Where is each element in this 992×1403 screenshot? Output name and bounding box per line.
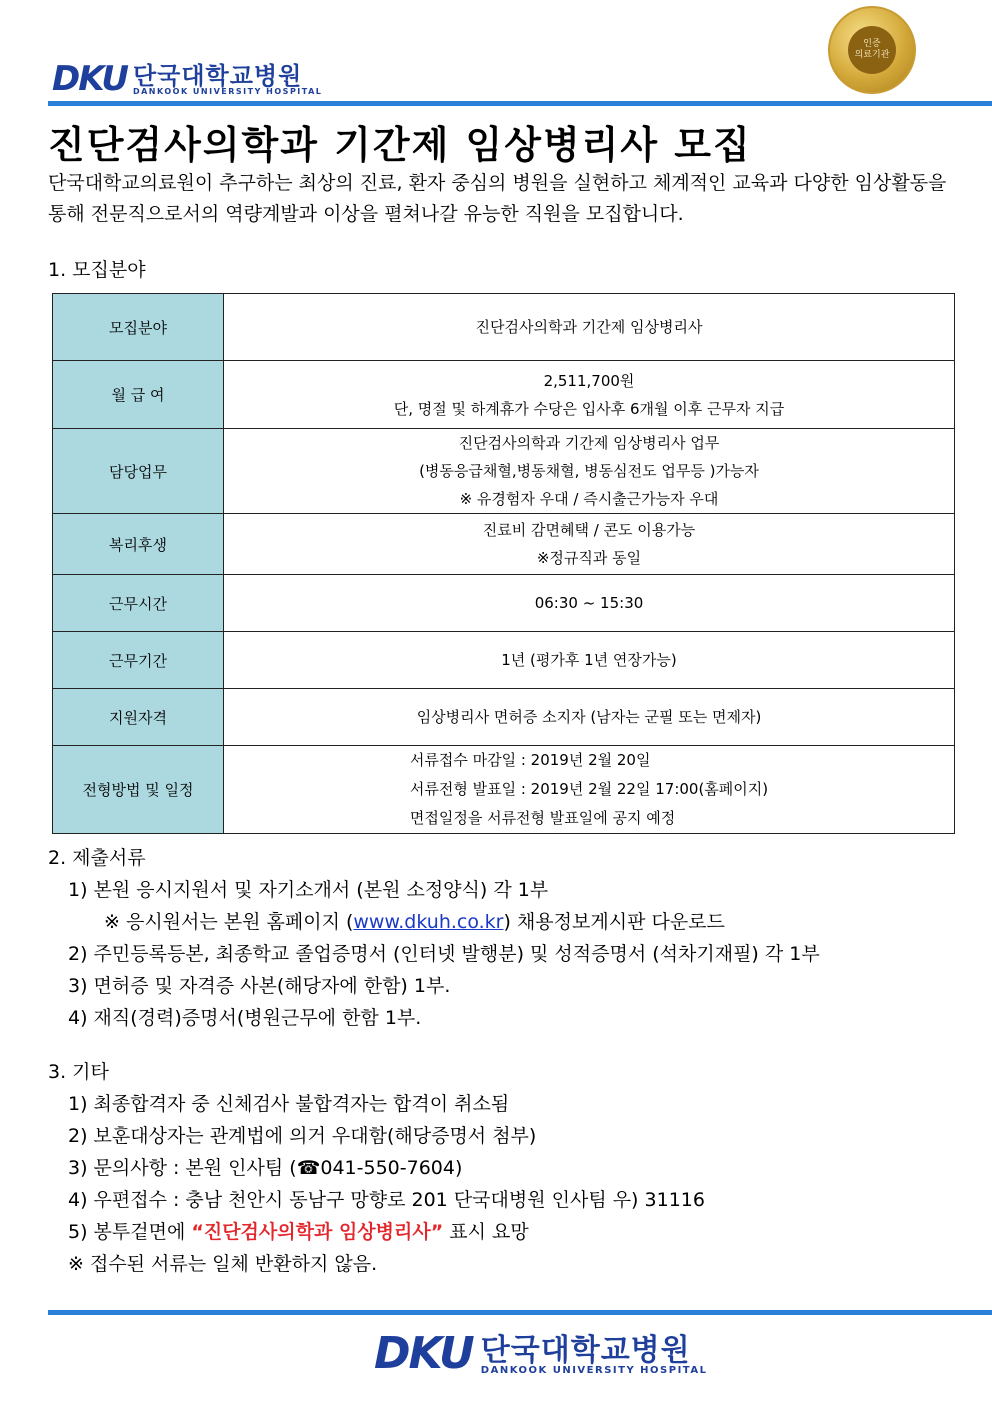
list-item-note [48, 906, 820, 938]
list-item [48, 1216, 705, 1248]
value-line: 2,511,700원 [543, 371, 635, 390]
dku-logo-mark: DKU [374, 1328, 473, 1379]
table-row [53, 575, 955, 632]
row-label: 전형방법 및 일정 [53, 746, 224, 834]
row-label: 근무시간 [53, 575, 224, 632]
footer-divider [48, 1310, 992, 1315]
note-prefix: ※ 응시원서는 본원 홈페이지 ( [104, 911, 354, 933]
value-line: 진단검사의학과 기간제 임상병리사 [475, 318, 703, 336]
list-item: 1) 본원 응시지원서 및 자기소개서 (본원 소정양식) 각 1부 [68, 879, 549, 901]
value-line: 진단검사의학과 기간제 임상병리사 업무 [458, 434, 720, 452]
section3 [48, 1056, 705, 1280]
table-row [53, 361, 955, 429]
value-line: 진료비 감면혜택 / 콘도 이용가능 [482, 521, 696, 539]
hospital-logo [52, 59, 323, 99]
table-row [53, 689, 955, 746]
list-item: 2) 보훈대상자는 관계법에 의거 우대함(해당증명서 첨부) [68, 1125, 537, 1147]
header-divider [48, 101, 992, 106]
item5-prefix: 5) 봉투겉면에 [68, 1221, 192, 1243]
list-item: 4) 우편접수 : 충남 천안시 동남구 망향로 201 단국대병원 인사팀 우) 31116 [68, 1189, 705, 1211]
item5-suffix: 표시 요망 [443, 1221, 529, 1243]
value-line: (병동응급채혈,병동채혈, 병동심전도 업무등 )가능자 [419, 462, 759, 480]
value-line: 1년 (평가후 1년 연장가능) [501, 651, 677, 669]
dku-logo-mark: DKU [52, 59, 127, 99]
badge-line2: 의료기관 [854, 50, 890, 60]
row-label: 지원자격 [53, 689, 224, 746]
list-item: 4) 재직(경력)증명서(병원근무에 한함 1부. [68, 1007, 422, 1029]
section2-heading: 2. 제출서류 [48, 847, 146, 869]
table-row [53, 294, 955, 361]
list-item: 2) 주민등록등본, 최종학교 졸업증명서 (인터넷 발행분) 및 성적증명서 (석차기재필) 각 1부 [68, 943, 820, 965]
row-label: 근무기간 [53, 632, 224, 689]
row-value [224, 361, 955, 429]
homepage-link[interactable]: www.dkuh.co.kr [353, 911, 504, 933]
schedule-block [410, 746, 768, 833]
row-value [224, 746, 955, 834]
value-line: 단, 명절 및 하계휴가 수당은 입사후 6개월 이후 근무자 지급 [393, 399, 785, 418]
section1-heading: 1. 모집분야 [48, 259, 146, 281]
row-label: 담당업무 [53, 429, 224, 514]
value-line: ※ 유경험자 우대 / 즉시출근가능자 우대 [459, 490, 719, 508]
logo-text-group [480, 1333, 708, 1376]
badge-line1: 인증 [863, 38, 881, 49]
value-line: 서류접수 마감일 : 2019년 2월 20일 [409, 751, 651, 769]
row-value [224, 514, 955, 575]
footer-hospital-logo [374, 1328, 708, 1379]
list-item: 1) 최종합격자 중 신체검사 불합격자는 합격이 취소됨 [68, 1093, 510, 1115]
table-row [53, 429, 955, 514]
recruitment-table [52, 293, 955, 834]
badge-center [848, 26, 896, 74]
note-suffix: ) 채용정보게시판 다운로드 [503, 911, 725, 933]
logo-korean-name: 단국대학교병원 [132, 62, 303, 90]
value-line: 면접일정을 서류전형 발표일에 공지 예정 [409, 809, 676, 827]
row-value [224, 689, 955, 746]
table-row [53, 746, 955, 834]
table-row [53, 514, 955, 575]
section2 [48, 842, 820, 1034]
logo-english-name: DANKOOK UNIVERSITY HOSPITAL [132, 87, 323, 96]
closing-note: ※ 접수된 서류는 일체 반환하지 않음. [68, 1253, 378, 1275]
row-label: 월 급 여 [53, 361, 224, 429]
row-value [224, 429, 955, 514]
value-line: ※정규직과 동일 [536, 549, 642, 567]
row-label: 모집분야 [53, 294, 224, 361]
value-line: 임상병리사 면허증 소지자 (남자는 군필 또는 면제자) [416, 708, 762, 726]
logo-korean-name: 단국대학교병원 [480, 1333, 691, 1368]
logo-english-name: DANKOOK UNIVERSITY HOSPITAL [480, 1365, 708, 1376]
intro-paragraph: 단국대학교의료원이 추구하는 최상의 진료, 환자 중심의 병원을 실현하고 체계적인 교육과 다양한 임상활동을 통해 전문직으로서의 역량계발과 이상을 펼쳐나갈 유능한 직원을 모집합니다. [48, 172, 947, 225]
row-value [224, 575, 955, 632]
list-item: 3) 문의사항 : 본원 인사팀 (☎041-550-7604) [68, 1157, 463, 1179]
item5-highlight: “진단검사의학과 임상병리사” [191, 1221, 444, 1243]
row-label: 복리후생 [53, 514, 224, 575]
row-value [224, 632, 955, 689]
value-line: 06:30 ~ 15:30 [534, 594, 644, 612]
row-value [224, 294, 955, 361]
logo-text-group [133, 64, 322, 96]
table-row [53, 632, 955, 689]
section3-heading: 3. 기타 [48, 1061, 109, 1083]
list-item: 3) 면허증 및 자격증 사본(해당자에 한함) 1부. [68, 975, 451, 997]
value-line: 서류전형 발표일 : 2019년 2월 22일 17:00(홈페이지) [409, 780, 769, 798]
accreditation-badge [828, 6, 916, 94]
page-title: 진단검사의학과 기간제 임상병리사 모집 [48, 123, 752, 167]
